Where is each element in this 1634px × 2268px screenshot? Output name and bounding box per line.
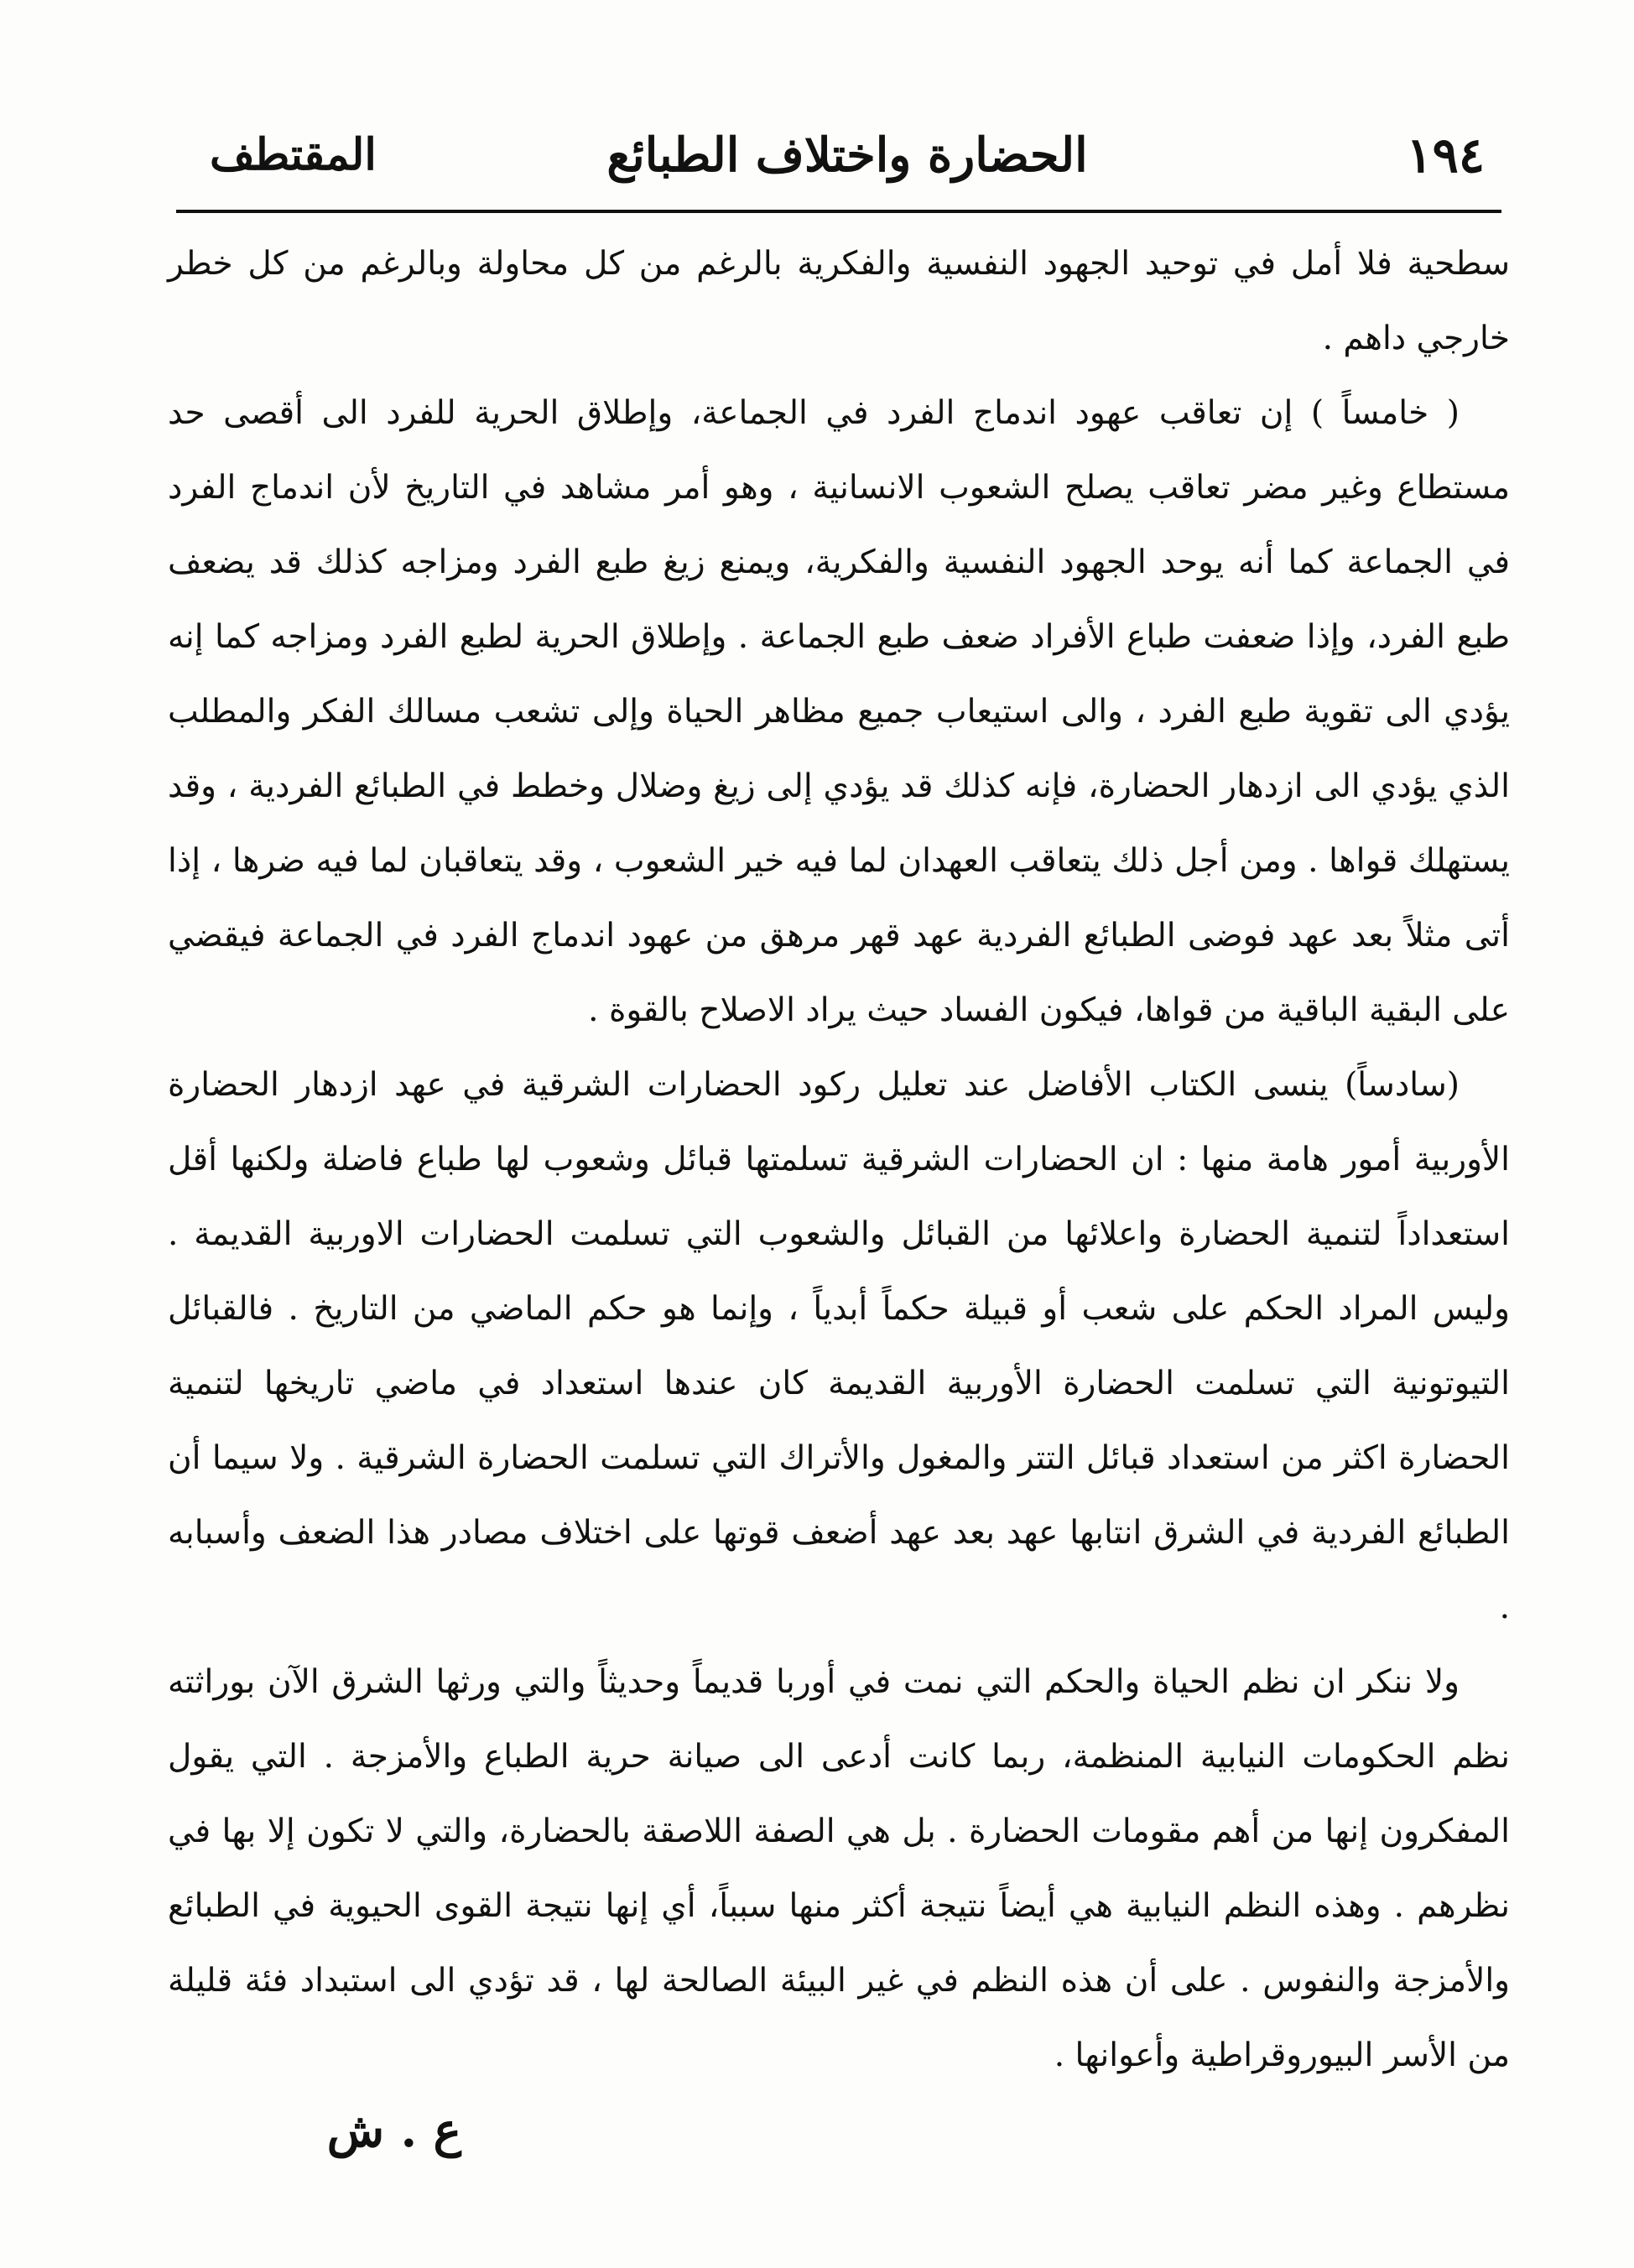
- article-body: [168, 226, 1510, 2093]
- paragraph-continuation: سطحية فلا أمل في توحيد الجهود النفسية والفكرية بالرغم من كل محاولة وبالرغم من كل خطر خارجي داهم .: [168, 245, 1510, 357]
- page-header: [210, 117, 1485, 193]
- header-rule: [176, 210, 1501, 213]
- journal-name: المقتطف: [210, 129, 377, 180]
- running-title: الحضارة واختلاف الطبائع: [606, 127, 1088, 183]
- page-number: ١٩٤: [1406, 127, 1485, 184]
- author-signature: ع . ش: [326, 2103, 461, 2158]
- paragraph-sixth-point: (سادساً) ينسى الكتاب الأفاضل عند تعليل ركود الحضارات الشرقية في عهد ازدهار الحضارة الأوربية أمور هامة منها : ان الحضارات الشرقية تسلمتها قبائل وشعوب لها طباع فاضلة ولكنها أقل استعداداً لتنمية الحضارة واعلائها من القبائل والشعوب التي تسلمت الحضارات الاوربية القديمة . وليس المراد الحكم على شعب أو قبيلة حكماً أبدياً ، وإنما هو حكم الماضي من التاريخ . فالقبائل التيوتونية التي تسلمت الحضارة الأوربية القديمة كان عندها استعداد في ماضي تاريخها لتنمية الحضارة اكثر من استعداد قبائل التتر والمغول والأتراك التي تسلمت الحضارة الشرقية . ولا سيما أن الطبائع الفردية في الشرق انتابها عهد بعد عهد أضعف قوتها على اختلاف مصادر هذا الضعف وأسبابه .: [168, 1066, 1510, 1626]
- paragraph-closing: ولا ننكر ان نظم الحياة والحكم التي نمت في أوربا قديماً وحديثاً والتي ورثها الشرق الآن بوراثته نظم الحكومات النيابية المنظمة، ربما كانت أدعى الى صيانة حرية الطباع والأمزجة . التي يقول المفكرون إنها من أهم مقومات الحضارة . بل هي الصفة اللاصقة بالحضارة، والتي لا تكون إلا بها في نظرهم . وهذه النظم النيابية هي أيضاً نتيجة أكثر منها سبباً، أي إنها نتيجة القوى الحيوية في الطبائع والأمزجة والنفوس . على أن هذه النظم في غير البيئة الصالحة لها ، قد تؤدي الى استبداد فئة قليلة من الأسر البيوروقراطية وأعوانها .: [168, 1663, 1510, 2074]
- paragraph-fifth-point: ( خامساً ) إن تعاقب عهود اندماج الفرد في الجماعة، وإطلاق الحرية للفرد الى أقصى حد مستطاع وغير مضر تعاقب يصلح الشعوب الانسانية ، وهو أمر مشاهد في التاريخ لأن اندماج الفرد في الجماعة كما أنه يوحد الجهود النفسية والفكرية، ويمنع زيغ طبع الفرد ومزاجه كذلك قد يضعف طبع الفرد، وإذا ضعفت طباع الأفراد ضعف طبع الجماعة . وإطلاق الحرية لطبع الفرد ومزاجه كما إنه يؤدي الى تقوية طبع الفرد ، والى استيعاب جميع مظاهر الحياة وإلى تشعب مسالك الفكر والمطلب الذي يؤدي الى ازدهار الحضارة، فإنه كذلك قد يؤدي إلى زيغ وضلال وخطط في الطبائع الفردية ، وقد يستهلك قواها . ومن أجل ذلك يتعاقب العهدان لما فيه خير الشعوب ، وقد يتعاقبان لما فيه ضرها ، إذا أتى مثلاً بعد عهد فوضى الطبائع الفردية عهد قهر مرهق من عهود اندماج الفرد في الجماعة فيقضي على البقية الباقية من قواها، فيكون الفساد حيث يراد الاصلاح بالقوة .: [168, 394, 1510, 1029]
